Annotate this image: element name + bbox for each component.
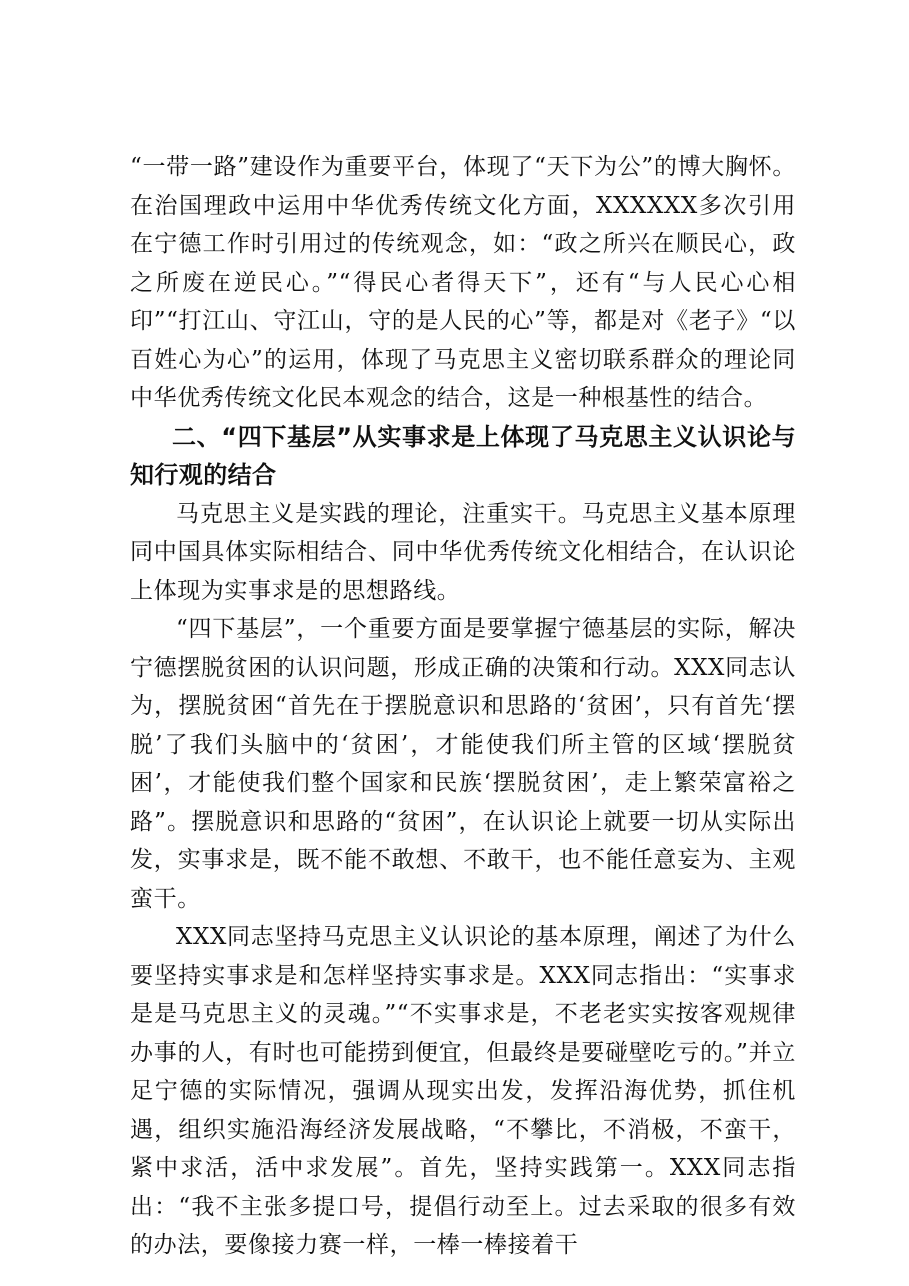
document-body (130, 148, 796, 1265)
paragraph: XXX同志坚持马克思主义认识论的基本原理，阐述了为什么要坚持实事求是和怎样坚持实事求是。XXX同志指出：“实事求是是马克思主义的灵魂。”“不实事求是，不老老实实按客观规律办事的人，有时也可能捞到便宜，但最终是要碰壁吃亏的。”并立足宁德的实际情况，强调从现实出发，发挥沿海优势，抓住机遇，组织实施沿海经济发展战略，“不攀比，不消极，不蛮干，紧中求活，活中求发展”。首先，坚持实践第一。XXX同志指出：“我不主张多提口号，提倡行动至上。过去采取的很多有效的办法，要像接力赛一样，一棒一棒接着干 (130, 924, 796, 1258)
paragraph: 马克思主义是实践的理论，注重实干。马克思主义基本原理同中国具体实际相结合、同中华优秀传统文化相结合，在认识论上体现为实事求是的思想路线。 (130, 500, 796, 604)
section-heading: 二、“四下基层”从实事求是上体现了马克思主义认识论与知行观的结合 (130, 422, 796, 489)
paragraph: “四下基层”，一个重要方面是要掌握宁德基层的实际，解决宁德摆脱贫困的认识问题，形成正确的决策和行动。XXX同志认为，摆脱贫困“首先在于摆脱意识和思路的‘贫困’，只有首先‘摆脱’了我们头脑中的‘贫困’，才能使我们所主管的区域‘摆脱贫困’，才能使我们整个国家和民族‘摆脱贫困’，走上繁荣富裕之路”。摆脱意识和思路的“贫困”，在认识论上就要一切从实际出发，实事求是，既不能不敢想、不敢干，也不能任意妄为、主观蛮干。 (130, 616, 796, 912)
paragraph-continuation: “一带一路”建设作为重要平台，体现了“天下为公”的博大胸怀。在治国理政中运用中华优秀传统文化方面，XXXXXX多次引用在宁德工作时引用过的传统观念，如：“政之所兴在顺民心，政之所废在逆民心。”“得民心者得天下”，还有“与人民心心相印”“打江山、守江山，守的是人民的心”等，都是对《老子》“以百姓心为心”的运用，体现了马克思主义密切联系群众的理论同中华优秀传统文化民本观念的结合，这是一种根基性的结合。 (130, 154, 796, 411)
